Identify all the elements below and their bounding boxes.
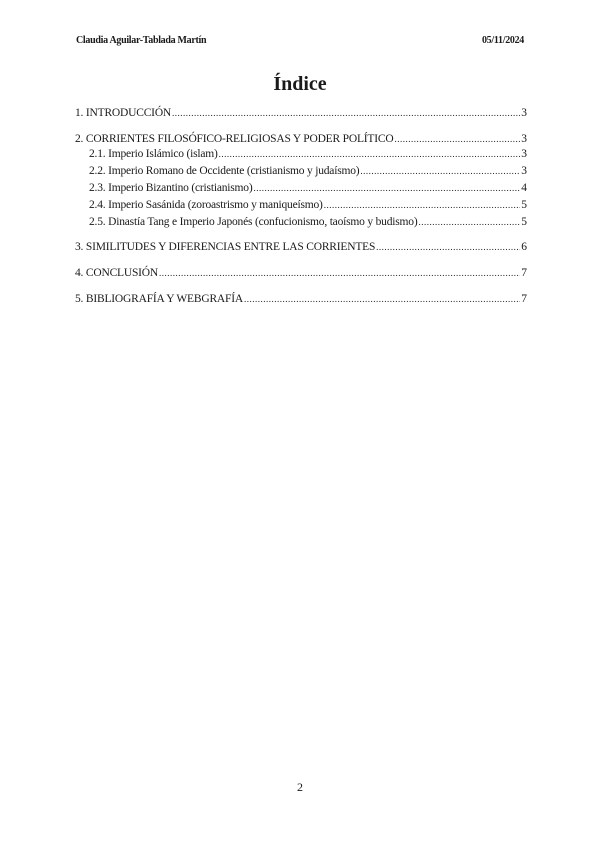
toc-page-number: 3 bbox=[521, 165, 527, 177]
header-author: Claudia Aguilar-Tablada Martín bbox=[76, 35, 207, 46]
toc-dot-leader bbox=[159, 266, 520, 280]
header-date: 05/11/2024 bbox=[481, 35, 524, 46]
toc-page-number: 7 bbox=[521, 267, 527, 279]
toc-entry-text: 2.4. Imperio Sasánida (zoroastrismo y maniqueísmo) bbox=[89, 199, 323, 211]
footer-page-number: 2 bbox=[297, 780, 303, 794]
toc-dot-leader bbox=[253, 181, 520, 195]
toc-dot-leader bbox=[418, 215, 520, 229]
toc-entry-imperio-bizantino[interactable] bbox=[75, 181, 527, 195]
toc-page-number: 3 bbox=[521, 107, 527, 119]
toc-dot-leader bbox=[244, 292, 520, 306]
page-title: Índice bbox=[273, 73, 327, 95]
toc-dot-leader bbox=[172, 106, 520, 120]
toc-entry-text: 1. INTRODUCCIÓN bbox=[75, 107, 172, 119]
toc-page-number: 5 bbox=[521, 199, 527, 211]
toc-entry-similitudes[interactable] bbox=[75, 240, 527, 254]
toc-dot-leader bbox=[360, 164, 520, 178]
table-of-contents bbox=[75, 106, 527, 318]
toc-entry-introduccion[interactable] bbox=[75, 106, 527, 120]
toc-entry-text: 3. SIMILITUDES Y DIFERENCIAS ENTRE LAS CORRIENTES bbox=[75, 241, 376, 253]
toc-dot-leader bbox=[376, 240, 520, 254]
toc-entry-text: 2.2. Imperio Romano de Occidente (cristianismo y judaísmo) bbox=[89, 165, 360, 177]
toc-entry-imperio-romano[interactable] bbox=[75, 164, 527, 178]
toc-page-number: 3 bbox=[521, 148, 527, 160]
toc-page-number: 3 bbox=[521, 133, 527, 145]
page-header bbox=[76, 35, 524, 49]
toc-entry-bibliografia[interactable] bbox=[75, 292, 527, 306]
toc-page-number: 4 bbox=[521, 182, 527, 194]
toc-entry-text: 2.5. Dinastía Tang e Imperio Japonés (confucionismo, taoísmo y budismo) bbox=[89, 216, 418, 228]
toc-dot-leader bbox=[324, 198, 521, 212]
toc-dot-leader bbox=[394, 132, 520, 146]
toc-page-number: 6 bbox=[521, 241, 527, 253]
toc-entry-text: 5. BIBLIOGRAFÍA Y WEBGRAFÍA bbox=[75, 293, 243, 305]
toc-entry-text: 4. CONCLUSIÓN bbox=[75, 267, 159, 279]
toc-entry-corrientes[interactable] bbox=[75, 132, 527, 146]
toc-page-number: 7 bbox=[521, 293, 527, 305]
toc-entry-text: 2.3. Imperio Bizantino (cristianismo) bbox=[89, 182, 253, 194]
toc-page-number: 5 bbox=[521, 216, 527, 228]
toc-entry-imperio-islamico[interactable] bbox=[75, 147, 527, 161]
toc-entry-text: 2.1. Imperio Islámico (islam) bbox=[89, 148, 218, 160]
toc-entry-conclusion[interactable] bbox=[75, 266, 527, 280]
toc-entry-imperio-sasanida[interactable] bbox=[75, 198, 527, 212]
toc-entry-text: 2. CORRIENTES FILOSÓFICO-RELIGIOSAS Y PODER POLÍTICO bbox=[75, 133, 394, 145]
toc-dot-leader bbox=[219, 147, 521, 161]
toc-entry-dinastia-tang[interactable] bbox=[75, 215, 527, 229]
